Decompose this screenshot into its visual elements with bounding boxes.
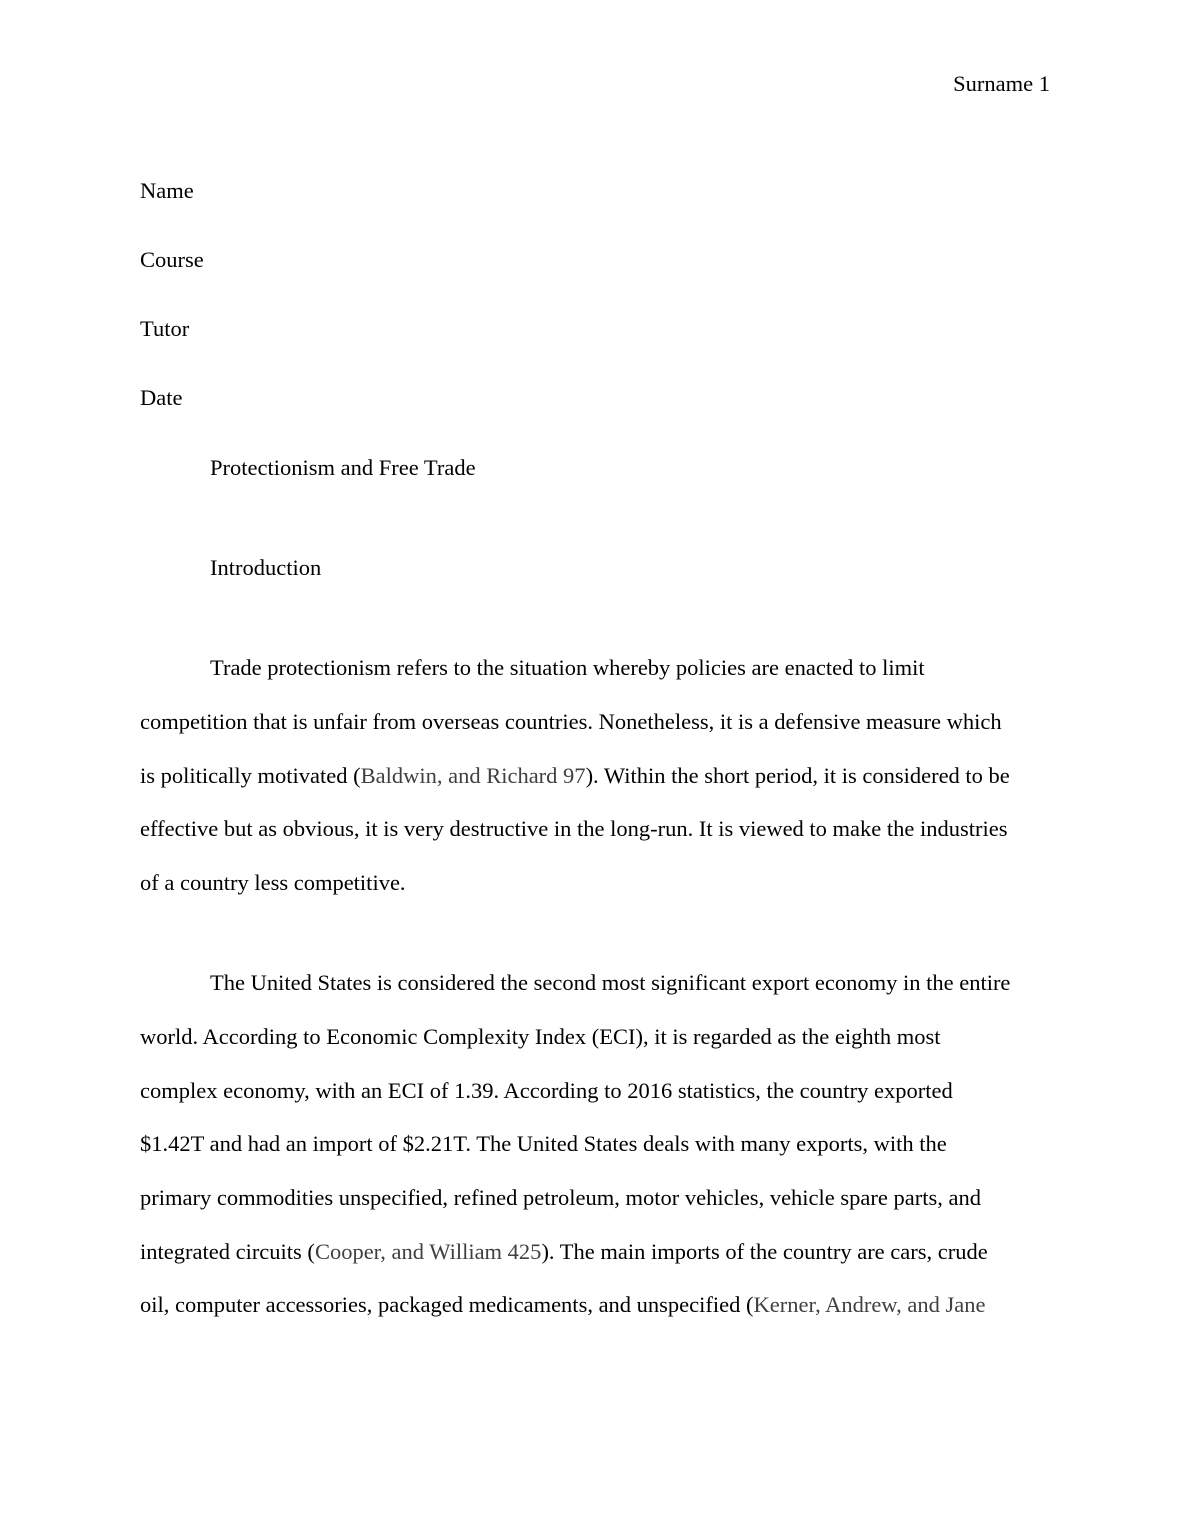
paragraph-line: $1.42T and had an import of $2.21T. The United States deals with many exports, with the: [140, 1131, 947, 1156]
paragraph-line: of a country less competitive.: [140, 870, 406, 895]
paragraph-line: [140, 762, 1010, 790]
paper-title: Protectionism and Free Trade: [210, 455, 476, 480]
citation: Kerner, Andrew, and Jane: [753, 1292, 986, 1317]
student-name: Name: [140, 178, 194, 203]
text-run: ). Within the short period, it is considered to be: [585, 763, 1010, 788]
paragraph-line: [140, 1238, 988, 1266]
section-heading: Introduction: [210, 555, 322, 580]
paragraph-line: world. According to Economic Complexity Index (ECI), it is regarded as the eighth most: [140, 1024, 941, 1049]
running-head: Surname 1: [953, 71, 1050, 96]
date-line: Date: [140, 385, 183, 410]
paragraph-line: competition that is unfair from overseas countries. Nonetheless, it is a defensive measure which: [140, 709, 1002, 734]
tutor-name: Tutor: [140, 316, 190, 341]
text-run: oil, computer accessories, packaged medicaments, and unspecified (: [140, 1292, 754, 1317]
paragraph-line: primary commodities unspecified, refined petroleum, motor vehicles, vehicle spare parts, and: [140, 1185, 981, 1210]
paragraph-line: effective but as obvious, it is very destructive in the long-run. It is viewed to make the industries: [140, 816, 1008, 841]
paragraph-line: Trade protectionism refers to the situation whereby policies are enacted to limit: [210, 655, 925, 680]
paragraph-line: [140, 1291, 985, 1319]
text-run: is politically motivated (: [140, 763, 361, 788]
text-run: integrated circuits (: [140, 1239, 315, 1264]
text-run: ). The main imports of the country are cars, crude: [541, 1239, 988, 1264]
citation: Baldwin, and Richard 97: [360, 763, 586, 788]
citation: Cooper, and William 425: [314, 1239, 542, 1264]
paragraph-line: The United States is considered the second most significant export economy in the entire: [210, 970, 1011, 995]
paragraph-line: complex economy, with an ECI of 1.39. According to 2016 statistics, the country exported: [140, 1078, 953, 1103]
course-name: Course: [140, 247, 204, 272]
